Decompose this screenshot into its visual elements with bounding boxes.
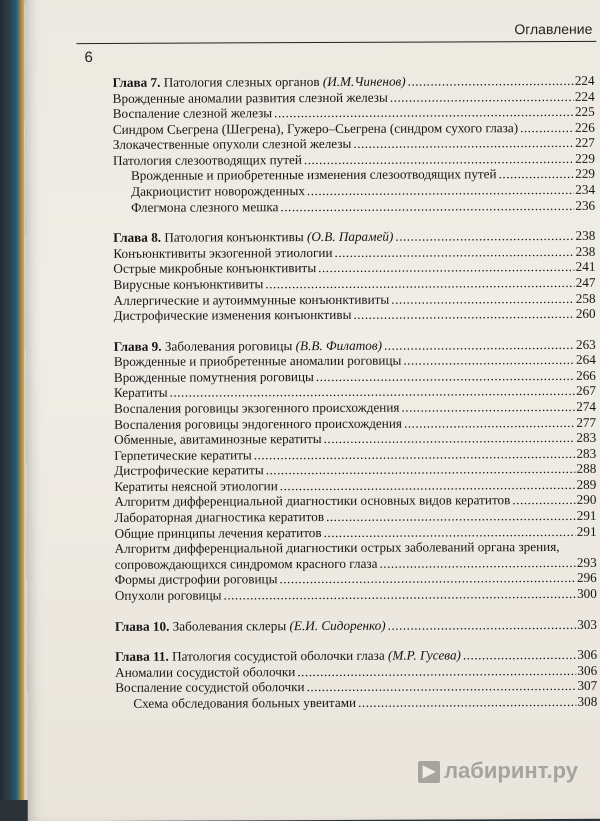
toc-entry-page: 236 — [575, 197, 596, 213]
toc-entry-title: Воспаления роговицы экзогенного происхождения ..... — [114, 399, 575, 417]
toc-entry-page: 293 — [576, 554, 597, 570]
toc-entry-title: Воспаление сосудистой оболочки ..... — [115, 678, 576, 696]
toc-entry-title: Врожденные и приобретенные изменения слезоотводящих путей ..... — [131, 166, 574, 184]
toc-entry-title: Врожденные аномалии развития слезной железы ..... — [113, 88, 574, 106]
toc-entry-title: Врожденные и приобретенные аномалии роговицы ..... — [114, 352, 575, 370]
watermark-logo-icon: ▶ — [418, 761, 440, 783]
chapter-block — [113, 228, 595, 324]
toc-entry-page: 266 — [576, 367, 596, 383]
toc-entry-page: 260 — [575, 305, 596, 322]
chapter-heading[interactable] — [115, 616, 597, 634]
toc-entry-page: 291 — [576, 523, 597, 539]
watermark-text: лабиринт.ру — [444, 758, 578, 783]
toc-entry-page: 234 — [575, 181, 596, 197]
toc-entry-title: Вирусные конъюнктивиты ..... — [113, 275, 574, 293]
toc-entry-title: Алгоритм дифференциальной диагностики основных видов кератитов ..... — [114, 492, 575, 510]
toc-entry-page: 226 — [574, 119, 595, 135]
toc-entry-page: 296 — [576, 570, 597, 586]
chapter-page-number: 238 — [575, 228, 596, 244]
toc-entry-page: 224 — [574, 88, 595, 104]
chapter-author: (И.М.Чиненов) — [322, 73, 406, 90]
toc-entry-page: 283 — [576, 445, 597, 461]
toc-entry-title: Обменные, авитаминозные кератиты ..... — [114, 430, 575, 448]
toc-entry-title: Воспаления роговицы эндогенного происхождения ..... — [114, 414, 575, 432]
toc-entry-title: Герпетические кератиты ..... — [114, 446, 575, 464]
chapter-block — [115, 616, 597, 634]
page-number: 6 — [84, 49, 93, 67]
table-of-contents — [113, 73, 598, 726]
chapter-name: Заболевания склеры — [172, 617, 287, 634]
toc-entry[interactable] — [115, 539, 597, 572]
chapter-name: Заболевания роговицы — [164, 337, 293, 354]
toc-entry-page: 227 — [575, 135, 595, 151]
toc-entry-page: 264 — [575, 352, 596, 368]
toc-entry-title: Аномалии сосудистой оболочки ..... — [115, 663, 576, 681]
chapter-label: Глава 7. — [112, 74, 161, 90]
toc-entry-title: Синдром Сьегрена (Шегрена), Гужеро–Сьегрена (синдром сухого глаза) ..... — [113, 120, 574, 138]
chapter-author: (Е.И. Сидоренко) — [289, 617, 386, 633]
toc-entry-title: Патология слезоотводящих путей ..... — [113, 151, 574, 169]
toc-entry-page: 277 — [576, 414, 597, 430]
toc-entry-title: Злокачественные опухоли слезной железы ..... — [113, 135, 574, 153]
chapter-name: Патология конъюнктивы — [164, 229, 304, 245]
chapter-label: Глава 8. — [113, 229, 162, 246]
toc-entry-title: Аллергические и аутоиммунные конъюнктивиты ..... — [114, 290, 575, 308]
toc-entry-title: Кератиты неясной этиологии ..... — [114, 477, 575, 495]
chapter-label: Глава 9. — [113, 338, 162, 354]
chapter-name: Патология слезных органов — [163, 74, 320, 90]
toc-entry-page: 290 — [576, 492, 597, 508]
toc-entry[interactable] — [115, 586, 597, 604]
chapter-page-number: 224 — [574, 72, 595, 88]
chapter-title — [115, 616, 576, 634]
toc-entry-title: Дистрофические изменения конъюнктивы ..... — [114, 306, 575, 324]
toc-entry-page: 258 — [575, 290, 596, 306]
toc-entry-page: 289 — [576, 476, 597, 492]
toc-entry-title: Алгоритм дифференциальной диагностики острых заболеваний органа зрения, сопровождающихся синдромом красного глаза ..... — [115, 539, 576, 572]
running-header — [76, 21, 596, 44]
toc-entry-page: 307 — [577, 678, 598, 694]
toc-entry-title: Конъюнктивиты экзогенной этиологии ..... — [113, 244, 574, 262]
running-title: Оглавление — [514, 20, 593, 38]
toc-entry-page: 288 — [576, 461, 597, 477]
toc-entry-title: Лабораторная диагностика кератитов ..... — [114, 508, 575, 526]
chapter-page-number: 303 — [577, 616, 597, 632]
chapter-block — [114, 336, 597, 603]
chapter-name: Патология сосудистой оболочки глаза — [172, 647, 385, 664]
toc-entry-title: Кератиты ..... — [114, 383, 575, 401]
chapter-author: (О.В. Парамей) — [306, 228, 394, 245]
watermark — [418, 758, 578, 784]
toc-entry-page: 238 — [575, 243, 596, 259]
toc-entry-page: 247 — [575, 274, 596, 290]
toc-entry-title: Дакриоцистит новорожденных ..... — [131, 182, 574, 200]
toc-entry-title: Врожденные помутнения роговицы ..... — [114, 368, 575, 386]
toc-entry-page: 241 — [575, 259, 596, 275]
toc-entry-page: 291 — [576, 507, 597, 523]
toc-entry[interactable] — [113, 197, 595, 215]
chapter-author: (В.В. Филатов) — [295, 337, 382, 353]
toc-entry-title: Формы дистрофии роговицы ..... — [115, 570, 576, 588]
toc-entry[interactable] — [114, 306, 596, 324]
toc-entry-title: Дистрофические кератиты ..... — [114, 461, 575, 479]
toc-entry-title: Схема обследования больных увеитами ..... — [133, 694, 576, 712]
chapter-block — [115, 647, 597, 711]
chapter-label: Глава 11. — [115, 648, 169, 665]
toc-entry-page: 229 — [575, 150, 595, 166]
toc-entry[interactable] — [115, 694, 597, 712]
chapter-page-number: 306 — [577, 646, 598, 662]
toc-entry-title: Воспаление слезной железы ..... — [113, 104, 574, 122]
toc-entry-page: 306 — [577, 662, 598, 678]
toc-entry-page: 300 — [577, 585, 597, 601]
toc-entry-page: 283 — [576, 429, 597, 446]
toc-entry-page: 267 — [576, 383, 596, 399]
chapter-block — [113, 73, 596, 215]
toc-entry-title: Общие принципы лечения кератитов ..... — [115, 524, 576, 542]
toc-entry-title: Опухоли роговицы ..... — [115, 586, 576, 604]
toc-entry-page: 225 — [574, 103, 595, 120]
toc-entry-page: 274 — [576, 398, 597, 414]
toc-entry-page: 229 — [575, 166, 596, 182]
toc-entry-title: Острые микробные конъюнктивиты ..... — [113, 259, 574, 277]
chapter-label: Глава 10. — [114, 618, 170, 634]
toc-entry-title: Флегмона слезного мешка ..... — [131, 198, 574, 216]
toc-entry-page: 308 — [577, 693, 598, 709]
chapter-page-number: 263 — [575, 336, 596, 352]
book-page — [24, 0, 600, 821]
chapter-author: (М.Р. Гусева) — [387, 647, 461, 663]
